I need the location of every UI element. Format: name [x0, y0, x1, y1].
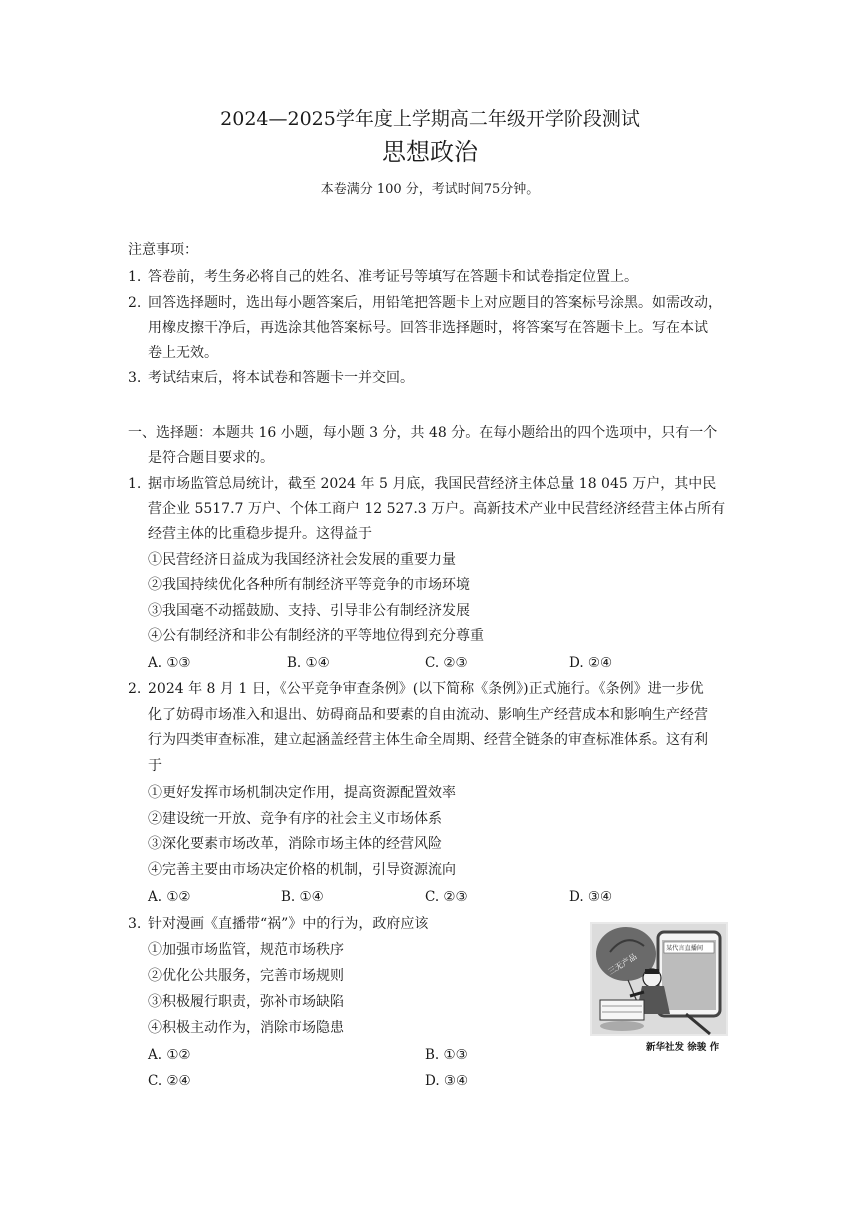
option-a[interactable]: A. ①②	[148, 889, 191, 905]
question-stem: 化了妨碍市场准入和退出、妨碍商品和要素的自由流动、影响生产经营成本和影响生产经营	[148, 707, 708, 723]
option-d[interactable]: D. ③④	[425, 1073, 469, 1089]
statement: ①加强市场监管，规范市场秩序	[148, 942, 344, 958]
statement: ④公有制经济和非公有制经济的平等地位得到充分尊重	[148, 628, 484, 644]
option-a[interactable]: A. ①③	[148, 655, 191, 671]
statement: ①民营经济日益成为我国经济社会发展的重要力量	[148, 552, 456, 568]
cartoon-credit: 新华社发 徐骏 作	[646, 1042, 720, 1053]
statement: ④完善主要由市场决定价格的机制，引导资源流向	[148, 862, 456, 878]
question-stem: 行为四类审查标准，建立起涵盖经营主体生命全周期、经营全链条的审查标准体系。这有利	[148, 732, 708, 748]
question-stem: 于	[148, 758, 162, 774]
option-d[interactable]: D. ②④	[569, 655, 613, 671]
option-c[interactable]: C. ②④	[148, 1073, 191, 1089]
option-c[interactable]: C. ②③	[425, 889, 468, 905]
note-number: 2.	[128, 295, 142, 311]
question-stem: 据市场监管总局统计，截至 2024 年 5 月底，我国民营经济主体总量 18 045 万户，其中民	[148, 476, 717, 492]
cartoon-image	[590, 922, 728, 1056]
option-b[interactable]: B. ①④	[287, 655, 330, 671]
question-number: 1.	[128, 476, 142, 492]
note-text: 答卷前，考生务必将自己的姓名、准考证号等填写在答题卡和试卷指定位置上。	[148, 269, 638, 285]
question-stem: 经营主体的比重稳步提升。这得益于	[148, 526, 372, 542]
question-number: 2.	[128, 681, 142, 697]
note-number: 1.	[128, 269, 142, 285]
note-text: 用橡皮擦干净后，再选涂其他答案标号。回答非选择题时，将答案写在答题卡上。写在本试	[148, 320, 708, 336]
note-text: 考试结束后，将本试卷和答题卡一并交回。	[148, 370, 414, 386]
statement: ②建设统一开放、竞争有序的社会主义市场体系	[148, 811, 442, 827]
note-text: 回答选择题时，选出每小题答案后，用铅笔把答题卡上对应题目的答案标号涂黑。如需改动，	[148, 295, 722, 311]
statement: ①更好发挥市场机制决定作用，提高资源配置效率	[148, 785, 456, 801]
exam-meta: 本卷满分 100 分，考试时间75分钟。	[320, 182, 540, 197]
statement: ②优化公共服务，完善市场规则	[148, 968, 344, 984]
option-c[interactable]: C. ②③	[425, 655, 468, 671]
note-text: 卷上无效。	[148, 345, 218, 361]
statement: ②我国持续优化各种所有制经济平等竞争的市场环境	[148, 577, 470, 593]
option-b[interactable]: B. ①④	[281, 889, 324, 905]
exam-title: 2024—2025学年度上学期高二年级开学阶段测试	[220, 108, 640, 130]
question-number: 3.	[128, 916, 142, 932]
subject-title: 思想政治	[382, 138, 478, 166]
option-b[interactable]: B. ①③	[425, 1047, 468, 1063]
section-heading-cont: 是符合题目要求的。	[148, 450, 274, 466]
statement: ③深化要素市场改革，消除市场主体的经营风险	[148, 836, 442, 852]
statement: ③积极履行职责，弥补市场缺陷	[148, 994, 344, 1010]
option-d[interactable]: D. ③④	[569, 889, 613, 905]
balloon-label: 三无产品	[606, 951, 639, 977]
sign-label: 某代言直播间	[666, 945, 704, 952]
statement: ③我国毫不动摇鼓励、支持、引导非公有制经济发展	[148, 603, 470, 619]
question-stem: 2024 年 8 月 1 日，《公平竞争审查条例》(以下简称《条例》)正式施行。《条例》进一步优	[148, 681, 704, 697]
section-heading: 一、选择题：本题共 16 小题，每小题 3 分，共 48 分。在每小题给出的四个选项中，只有一个	[128, 425, 718, 441]
note-number: 3.	[128, 370, 142, 386]
question-stem: 营企业 5517.7 万户、个体工商户 12 527.3 万户。高新技术产业中民营经济经营主体占所有	[148, 501, 726, 517]
notes-heading: 注意事项：	[128, 242, 198, 258]
statement: ④积极主动作为，消除市场隐患	[148, 1020, 344, 1036]
question-stem: 针对漫画《直播带“祸”》中的行为，政府应该	[148, 916, 429, 932]
option-a[interactable]: A. ①②	[148, 1047, 191, 1063]
